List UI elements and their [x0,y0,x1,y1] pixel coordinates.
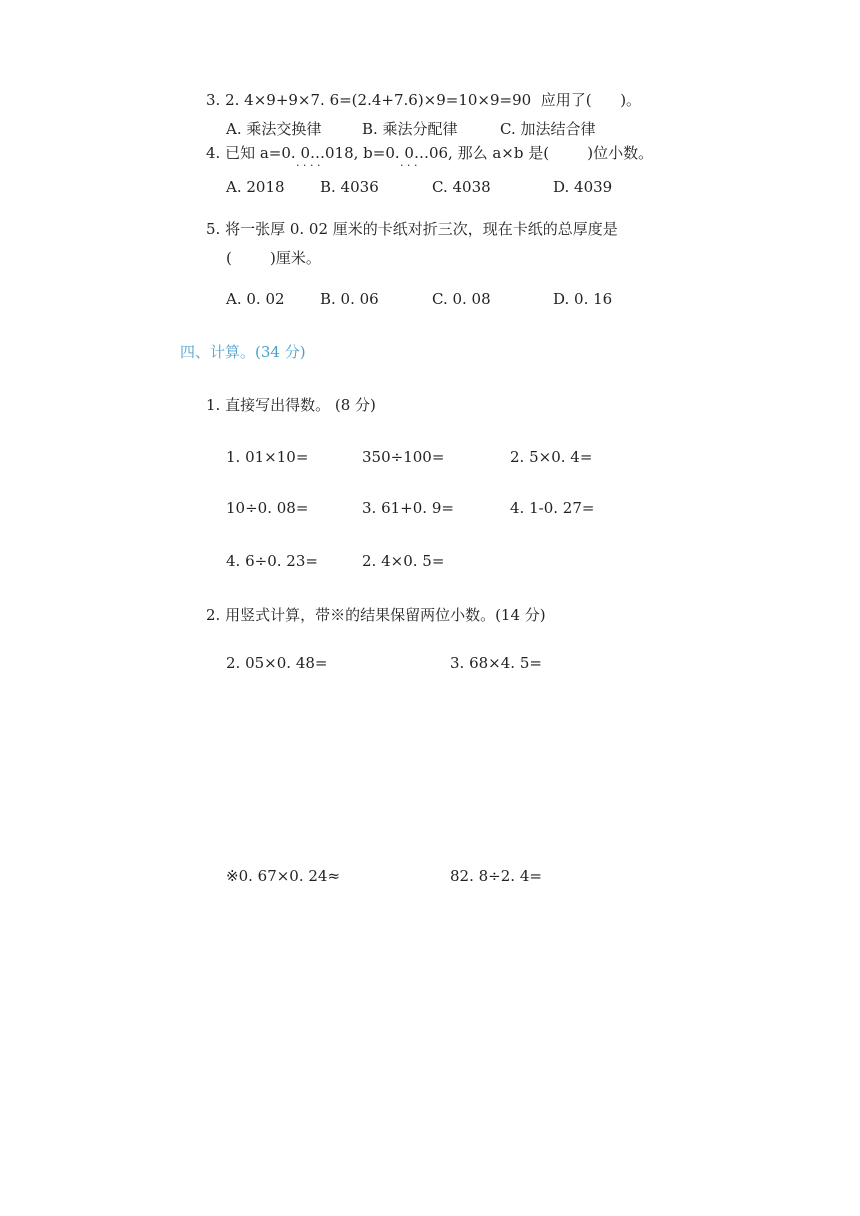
vertical-calc-item: ※0. 67×0. 24≈ [226,867,341,885]
part2-title: 2. 用竖式计算，带※的结果保留两位小数。(14 分) [206,606,546,624]
repeating-dots-a: · · · · [296,159,321,172]
q3-option-b: B. 乘法分配律 [362,120,458,138]
q4-option-b: B. 4036 [320,178,379,196]
calc-item: 2. 5×0. 4= [510,448,593,466]
repeating-dots-b: · · · [400,159,418,172]
calc-item: 2. 4×0. 5= [362,552,445,570]
q3-option-c: C. 加法结合律 [500,120,596,138]
q4-stem: 4. 已知 a=0. 0…018, b=0. 0…06, 那么 a×b 是( )位小数。 [206,144,654,162]
q5-option-c: C. 0. 08 [432,290,491,308]
vertical-calc-item: 3. 68×4. 5= [450,654,542,672]
vertical-calc-item: 2. 05×0. 48= [226,654,328,672]
q3-stem: 3. 2. 4×9+9×7. 6=(2.4+7.6)×9=10×9=90 应用了( )。 [206,91,642,109]
calc-item: 10÷0. 08= [226,499,309,517]
calc-item: 4. 6÷0. 23= [226,552,318,570]
q5-option-a: A. 0. 02 [226,290,285,308]
q5-stem-line2: ( )厘米。 [226,249,321,267]
calc-item: 350÷100= [362,448,445,466]
q5-option-d: D. 0. 16 [553,290,613,308]
q3-option-a: A. 乘法交换律 [226,120,322,138]
q4-option-a: A. 2018 [226,178,285,196]
calc-item: 4. 1-0. 27= [510,499,595,517]
calc-item: 3. 61+0. 9= [362,499,454,517]
q4-option-d: D. 4039 [553,178,613,196]
q5-stem-line1: 5. 将一张厚 0. 02 厘米的卡纸对折三次，现在卡纸的总厚度是 [206,220,618,238]
calc-item: 1. 01×10= [226,448,309,466]
section-title: 四、计算。(34 分) [180,343,306,361]
q5-option-b: B. 0. 06 [320,290,379,308]
q4-option-c: C. 4038 [432,178,491,196]
vertical-calc-item: 82. 8÷2. 4= [450,867,542,885]
part1-title: 1. 直接写出得数。 (8 分) [206,396,376,414]
